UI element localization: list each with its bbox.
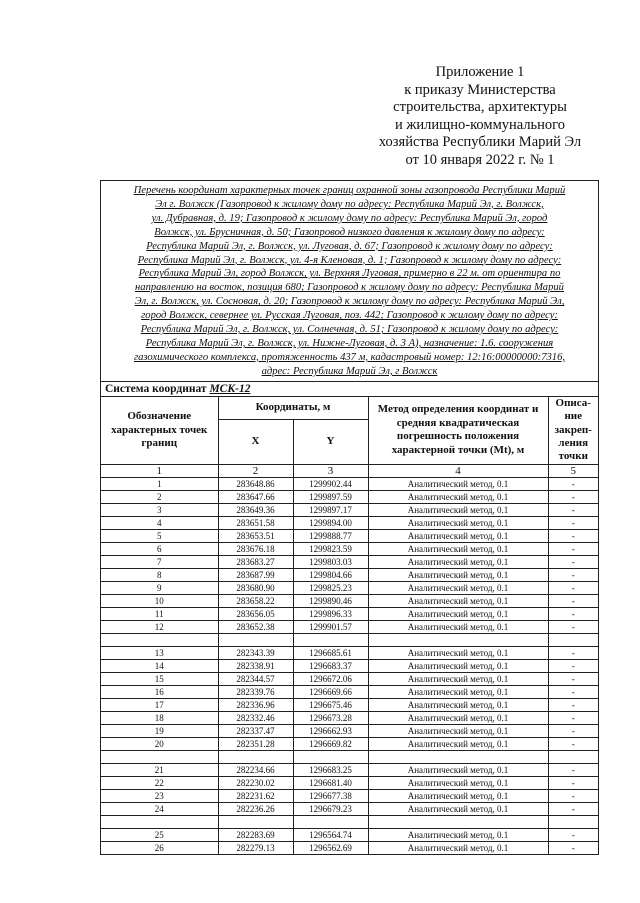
method-cell: Аналитический метод, 0.1	[368, 698, 548, 711]
table-row	[101, 516, 598, 529]
table-row	[101, 555, 598, 568]
point-number-cell: 26	[101, 841, 218, 854]
table-row	[101, 802, 598, 815]
empty-cell	[368, 815, 548, 828]
y-coordinate-cell: 1299804.66	[293, 568, 368, 581]
table-row	[101, 529, 598, 542]
table-row	[101, 763, 598, 776]
description-cell: -	[548, 568, 598, 581]
table-row	[101, 542, 598, 555]
appendix-line: и жилищно-коммунального	[394, 116, 566, 133]
y-coordinate-cell: 1299897.17	[293, 503, 368, 516]
empty-cell	[548, 633, 598, 646]
description-cell: -	[548, 685, 598, 698]
method-cell: Аналитический метод, 0.1	[368, 672, 548, 685]
x-coordinate-cell: 282336.96	[218, 698, 293, 711]
point-number-cell: 1	[101, 477, 218, 490]
point-number-cell: 24	[101, 802, 218, 815]
x-coordinate-cell: 282339.76	[218, 685, 293, 698]
y-coordinate-cell: 1299803.03	[293, 555, 368, 568]
method-cell: Аналитический метод, 0.1	[368, 763, 548, 776]
x-coordinate-cell: 282351.28	[218, 737, 293, 750]
table-row	[101, 581, 598, 594]
appendix-line: от 10 января 2022 г. № 1	[405, 151, 555, 168]
header-x: X	[218, 419, 293, 464]
appendix-line: строительства, архитектуры	[393, 99, 567, 115]
y-coordinate-cell: 1299901.57	[293, 620, 368, 633]
table-row	[101, 685, 598, 698]
heading-line: Республика Марий Эл, г. Волжск, ул. Солнечная, д. 51; Газопровод к жилому дому по адресу:	[140, 324, 559, 336]
x-coordinate-cell: 282234.66	[218, 763, 293, 776]
empty-cell	[293, 750, 368, 763]
coordinate-system-label: Система координат	[105, 382, 207, 395]
description-cell: -	[548, 776, 598, 789]
table-row	[101, 490, 598, 503]
y-coordinate-cell: 1299896.33	[293, 607, 368, 620]
table-row	[101, 568, 598, 581]
coordinates-table	[101, 397, 598, 854]
header-coordinates: Координаты, м	[218, 397, 368, 420]
method-cell: Аналитический метод, 0.1	[368, 477, 548, 490]
description-cell: -	[548, 594, 598, 607]
description-cell: -	[548, 503, 598, 516]
point-number-cell: 14	[101, 659, 218, 672]
empty-cell	[101, 815, 218, 828]
table-row	[101, 594, 598, 607]
heading-line: Республика Марий Эл, город Волжск, ул. Верхняя Луговая, примерно в 22 м. от ориентира по	[138, 268, 561, 280]
y-coordinate-cell: 1296683.25	[293, 763, 368, 776]
point-number-cell: 4	[101, 516, 218, 529]
point-number-cell: 19	[101, 724, 218, 737]
x-coordinate-cell: 283648.86	[218, 477, 293, 490]
heading-line: ул. Дубравная, д. 19; Газопровод к жилому дому по адресу: Республика Марий Эл, город	[151, 212, 548, 224]
heading-line: Перечень координат характерных точек границ охранной зоны газопровода Республики Марий	[133, 185, 566, 196]
y-coordinate-cell: 1299888.77	[293, 529, 368, 542]
description-cell: -	[548, 477, 598, 490]
point-number-cell: 8	[101, 568, 218, 581]
coordinate-system-row	[101, 382, 598, 397]
point-number-cell: 7	[101, 555, 218, 568]
y-coordinate-cell: 1296669.66	[293, 685, 368, 698]
coordinates-document	[100, 180, 599, 855]
y-coordinate-cell: 1299897.59	[293, 490, 368, 503]
heading-line: Республика Марий Эл, г. Волжск, ул. Луговая, д. 67; Газопровод к жилому дому по адресу:	[146, 240, 553, 252]
method-cell: Аналитический метод, 0.1	[368, 776, 548, 789]
x-coordinate-cell: 283687.99	[218, 568, 293, 581]
header-y: Y	[293, 419, 368, 464]
method-cell: Аналитический метод, 0.1	[368, 516, 548, 529]
appendix-line: к приказу Министерства	[404, 81, 556, 98]
x-coordinate-cell: 283649.36	[218, 503, 293, 516]
x-coordinate-cell: 283683.27	[218, 555, 293, 568]
y-coordinate-cell: 1296562.69	[293, 841, 368, 854]
method-cell: Аналитический метод, 0.1	[368, 685, 548, 698]
description-cell: -	[548, 542, 598, 555]
y-coordinate-cell: 1296683.37	[293, 659, 368, 672]
column-number: 3	[293, 464, 368, 477]
table-row	[101, 789, 598, 802]
x-coordinate-cell: 283680.90	[218, 581, 293, 594]
table-separator-row	[101, 750, 598, 763]
x-coordinate-cell: 283653.51	[218, 529, 293, 542]
column-number: 1	[101, 464, 218, 477]
x-coordinate-cell: 283658.22	[218, 594, 293, 607]
method-cell: Аналитический метод, 0.1	[368, 555, 548, 568]
point-number-cell: 6	[101, 542, 218, 555]
table-row	[101, 659, 598, 672]
description-cell: -	[548, 516, 598, 529]
empty-cell	[293, 633, 368, 646]
method-cell: Аналитический метод, 0.1	[368, 737, 548, 750]
method-cell: Аналитический метод, 0.1	[368, 724, 548, 737]
appendix-line: Приложение 1	[435, 64, 525, 80]
y-coordinate-cell: 1296672.06	[293, 672, 368, 685]
x-coordinate-cell: 282343.39	[218, 646, 293, 659]
method-cell: Аналитический метод, 0.1	[368, 529, 548, 542]
x-coordinate-cell: 283652.38	[218, 620, 293, 633]
x-coordinate-cell: 283676.18	[218, 542, 293, 555]
table-row	[101, 672, 598, 685]
description-cell: -	[548, 763, 598, 776]
y-coordinate-cell: 1296564.74	[293, 828, 368, 841]
table-row	[101, 698, 598, 711]
table-row	[101, 607, 598, 620]
method-cell: Аналитический метод, 0.1	[368, 646, 548, 659]
heading-line: Эл, г. Волжск, ул. Сосновая, д. 20; Газопровод к жилому дому по адресу: Республика Марий Эл,	[134, 296, 565, 308]
table-row	[101, 724, 598, 737]
y-coordinate-cell: 1296679.23	[293, 802, 368, 815]
y-coordinate-cell: 1299823.59	[293, 542, 368, 555]
method-cell: Аналитический метод, 0.1	[368, 789, 548, 802]
table-row	[101, 828, 598, 841]
description-cell: -	[548, 789, 598, 802]
heading-line: адрес: Республика Марий Эл, г Волжск	[261, 365, 438, 377]
table-row	[101, 841, 598, 854]
table-row	[101, 477, 598, 490]
point-number-cell: 25	[101, 828, 218, 841]
method-cell: Аналитический метод, 0.1	[368, 542, 548, 555]
point-number-cell: 2	[101, 490, 218, 503]
x-coordinate-cell: 282344.57	[218, 672, 293, 685]
coordinate-system-code: МСК-12	[209, 382, 251, 395]
x-coordinate-cell: 282338.91	[218, 659, 293, 672]
description-cell: -	[548, 659, 598, 672]
point-number-cell: 3	[101, 503, 218, 516]
method-cell: Аналитический метод, 0.1	[368, 841, 548, 854]
method-cell: Аналитический метод, 0.1	[368, 581, 548, 594]
empty-cell	[101, 633, 218, 646]
method-cell: Аналитический метод, 0.1	[368, 503, 548, 516]
description-cell: -	[548, 828, 598, 841]
table-body	[101, 464, 598, 854]
header-point: Обозначение характерных точек границ	[101, 397, 218, 465]
point-number-cell: 5	[101, 529, 218, 542]
y-coordinate-cell: 1296675.46	[293, 698, 368, 711]
x-coordinate-cell: 282283.69	[218, 828, 293, 841]
heading-line: Республика Марий Эл, г. Волжск, ул. 4-я Кленовая, д. 1; Газопровод к жилому дому по адресу:	[137, 254, 562, 266]
y-coordinate-cell: 1299825.23	[293, 581, 368, 594]
appendix-line: хозяйства Республики Марий Эл	[378, 134, 582, 150]
header-method: Метод определения координат и средняя квадратическая погрешность положения характерной точки (Mt), м	[368, 397, 548, 465]
description-cell: -	[548, 698, 598, 711]
method-cell: Аналитический метод, 0.1	[368, 802, 548, 815]
empty-cell	[218, 750, 293, 763]
method-cell: Аналитический метод, 0.1	[368, 607, 548, 620]
y-coordinate-cell: 1296669.82	[293, 737, 368, 750]
description-cell: -	[548, 529, 598, 542]
empty-cell	[293, 815, 368, 828]
column-number: 2	[218, 464, 293, 477]
y-coordinate-cell: 1299890.46	[293, 594, 368, 607]
header-description: Описа-ние закреп-ления точки	[548, 397, 598, 465]
point-number-cell: 12	[101, 620, 218, 633]
heading-line: Волжск, ул. Брусничная, д. 50; Газопровод низкого давления к жилому дому по адресу:	[154, 226, 545, 238]
description-cell: -	[548, 737, 598, 750]
point-number-cell: 13	[101, 646, 218, 659]
x-coordinate-cell: 282236.26	[218, 802, 293, 815]
point-number-cell: 9	[101, 581, 218, 594]
point-number-cell: 18	[101, 711, 218, 724]
description-cell: -	[548, 620, 598, 633]
heading-line: Республика Марий Эл, г. Волжск, ул. Нижне-Луговая, д. 3 А), назначение: 1.6. сооружения	[145, 337, 554, 349]
point-number-cell: 23	[101, 789, 218, 802]
method-cell: Аналитический метод, 0.1	[368, 594, 548, 607]
empty-cell	[548, 815, 598, 828]
x-coordinate-cell: 282332.46	[218, 711, 293, 724]
x-coordinate-cell: 282230.02	[218, 776, 293, 789]
point-number-cell: 21	[101, 763, 218, 776]
description-cell: -	[548, 672, 598, 685]
table-row	[101, 776, 598, 789]
point-number-cell: 15	[101, 672, 218, 685]
x-coordinate-cell: 282279.13	[218, 841, 293, 854]
table-separator-row	[101, 633, 598, 646]
x-coordinate-cell: 283647.66	[218, 490, 293, 503]
table-row	[101, 646, 598, 659]
method-cell: Аналитический метод, 0.1	[368, 490, 548, 503]
y-coordinate-cell: 1299894.00	[293, 516, 368, 529]
method-cell: Аналитический метод, 0.1	[368, 620, 548, 633]
appendix-header	[360, 64, 600, 169]
table-separator-row	[101, 815, 598, 828]
column-number: 4	[368, 464, 548, 477]
point-number-cell: 20	[101, 737, 218, 750]
table-row	[101, 503, 598, 516]
description-cell: -	[548, 802, 598, 815]
table-row	[101, 620, 598, 633]
point-number-cell: 22	[101, 776, 218, 789]
point-number-cell: 11	[101, 607, 218, 620]
point-number-cell: 17	[101, 698, 218, 711]
table-row	[101, 737, 598, 750]
document-heading	[101, 181, 598, 382]
description-cell: -	[548, 607, 598, 620]
y-coordinate-cell: 1296685.61	[293, 646, 368, 659]
heading-line: газохимического комплекса, протяженность 437 м, кадастровый номер: 12:16:00000000:7316,	[133, 351, 566, 363]
point-number-cell: 16	[101, 685, 218, 698]
description-cell: -	[548, 581, 598, 594]
y-coordinate-cell: 1296677.38	[293, 789, 368, 802]
heading-line: город Волжск, севернее ул. Русская Луговая, поз. 442; Газопровод к жилому дому по адресу:	[141, 310, 558, 322]
column-number: 5	[548, 464, 598, 477]
method-cell: Аналитический метод, 0.1	[368, 828, 548, 841]
x-coordinate-cell: 282337.47	[218, 724, 293, 737]
empty-cell	[101, 750, 218, 763]
empty-cell	[368, 633, 548, 646]
description-cell: -	[548, 711, 598, 724]
method-cell: Аналитический метод, 0.1	[368, 568, 548, 581]
method-cell: Аналитический метод, 0.1	[368, 659, 548, 672]
y-coordinate-cell: 1296662.93	[293, 724, 368, 737]
description-cell: -	[548, 490, 598, 503]
point-number-cell: 10	[101, 594, 218, 607]
empty-cell	[548, 750, 598, 763]
empty-cell	[368, 750, 548, 763]
y-coordinate-cell: 1299902.44	[293, 477, 368, 490]
x-coordinate-cell: 282231.62	[218, 789, 293, 802]
description-cell: -	[548, 841, 598, 854]
y-coordinate-cell: 1296681.40	[293, 776, 368, 789]
column-number-row	[101, 464, 598, 477]
description-cell: -	[548, 724, 598, 737]
description-cell: -	[548, 646, 598, 659]
x-coordinate-cell: 283656.05	[218, 607, 293, 620]
empty-cell	[218, 633, 293, 646]
y-coordinate-cell: 1296673.28	[293, 711, 368, 724]
description-cell: -	[548, 555, 598, 568]
method-cell: Аналитический метод, 0.1	[368, 711, 548, 724]
table-row	[101, 711, 598, 724]
heading-line: направлению на восток, позиция 680; Газопровод к жилому дому по адресу: Республика Марий	[135, 282, 564, 294]
x-coordinate-cell: 283651.58	[218, 516, 293, 529]
heading-line: Эл г. Волжск (Газопровод к жилому дому по адресу: Республика Марий Эл, г. Волжск,	[155, 198, 544, 210]
empty-cell	[218, 815, 293, 828]
